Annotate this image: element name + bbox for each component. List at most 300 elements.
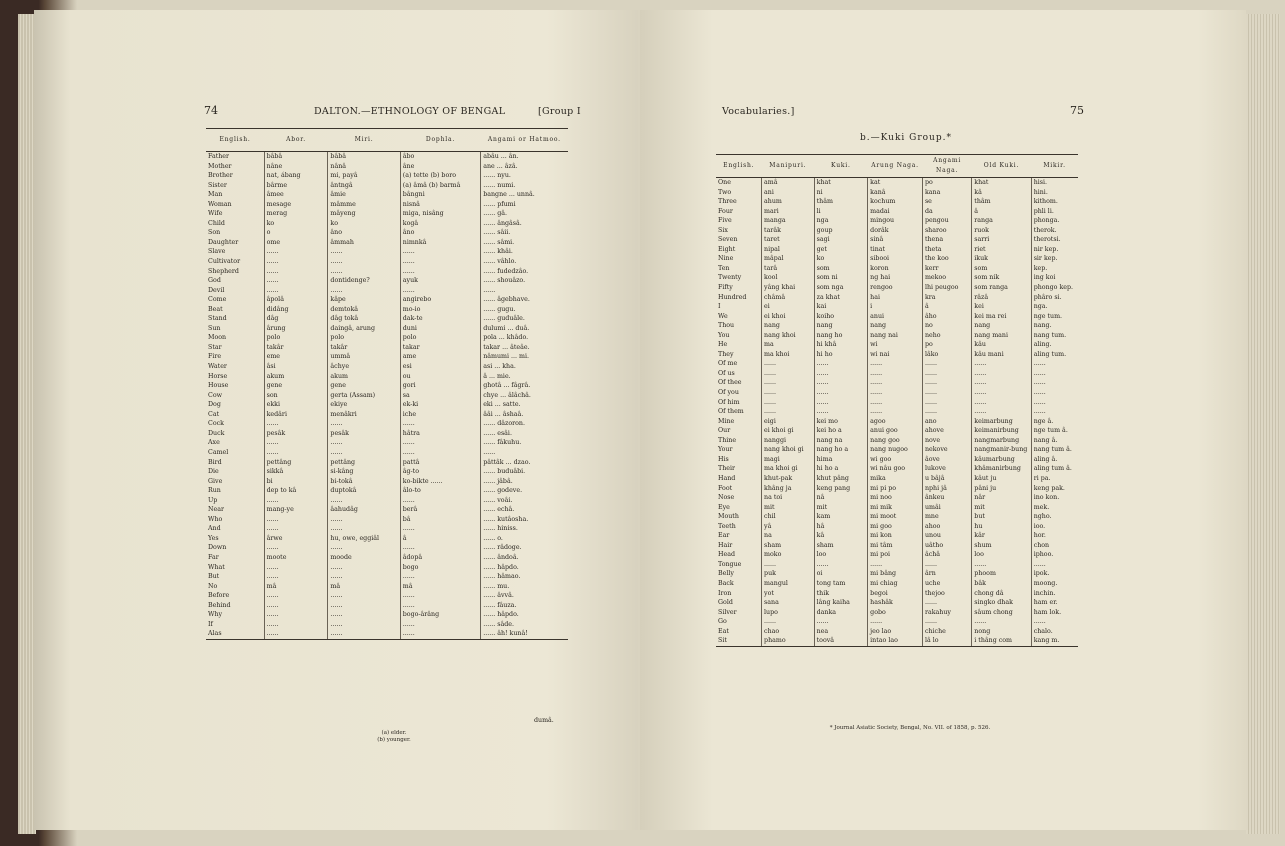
translation-cell: ...... (972, 617, 1031, 627)
translation-cell: ruok (972, 226, 1031, 236)
translation-cell: i thâng com (972, 636, 1031, 646)
translation-cell: wi (868, 340, 923, 350)
translation-cell: duni (400, 324, 480, 334)
translation-cell: nir kep. (1031, 245, 1078, 255)
table-row (716, 321, 1078, 331)
table-row (716, 340, 1078, 350)
translation-cell: dâg tokâ (328, 314, 400, 324)
translation-cell: moode (328, 553, 400, 563)
table-row (206, 391, 568, 401)
table-row (206, 267, 568, 277)
translation-cell: nâr (972, 493, 1031, 503)
column-header: Abor. (264, 129, 328, 152)
english-word-cell: If (208, 620, 213, 628)
translation-cell: anui goo (868, 426, 923, 436)
table-row (206, 324, 568, 334)
table-row (716, 407, 1078, 417)
translation-cell: demtokâ (328, 305, 400, 315)
translation-cell: ...... (972, 359, 1031, 369)
english-word-cell: Thou (718, 322, 735, 330)
translation-cell: iphoo. (1031, 550, 1078, 560)
translation-cell: ...... gâ. (481, 209, 568, 219)
table-row (206, 505, 568, 515)
english-word-cell: God (208, 277, 221, 285)
translation-cell: ngho. (1031, 512, 1078, 522)
translation-cell: ...... (1031, 398, 1078, 408)
translation-cell: ko (814, 254, 868, 264)
english-word-cell: Of me (718, 360, 738, 368)
translation-cell: âmee (264, 190, 328, 200)
table-row (716, 474, 1078, 484)
translation-cell: taret (762, 235, 815, 245)
translation-cell: âg-to (400, 467, 480, 477)
translation-cell: ...... godeve. (481, 486, 568, 496)
translation-cell: get (814, 245, 868, 255)
translation-cell: ...... (1031, 388, 1078, 398)
translation-cell: gori (400, 381, 480, 391)
table-row (716, 608, 1078, 618)
english-word-cell: Brother (208, 172, 233, 180)
translation-cell: ome (264, 238, 328, 248)
translation-cell: ummâ (328, 352, 400, 362)
translation-cell: thâm (972, 197, 1031, 207)
translation-cell: âdopâ (400, 553, 480, 563)
translation-cell: ...... ângâsâ. (481, 219, 568, 229)
translation-cell: ...... âh! kunâ! (481, 629, 568, 639)
translation-cell: wi nâu goo (868, 464, 923, 474)
translation-cell: ...... (328, 620, 400, 630)
translation-cell: kerr (922, 264, 971, 274)
translation-cell: dep to kâ (264, 486, 328, 496)
translation-cell: ...... (762, 560, 815, 570)
note-younger: (b) younger. (377, 737, 411, 743)
translation-cell: bâbâ (328, 152, 400, 162)
translation-cell: phli li. (1031, 207, 1078, 217)
table-row (716, 273, 1078, 283)
table-row (206, 295, 568, 305)
translation-cell: ...... (922, 369, 971, 379)
translation-cell: sharoo (922, 226, 971, 236)
table-row (206, 190, 568, 200)
table-row (716, 617, 1078, 627)
translation-cell: ma (762, 340, 815, 350)
translation-cell: ...... (328, 610, 400, 620)
table-row (716, 417, 1078, 427)
table-row (206, 410, 568, 420)
translation-cell: i (868, 302, 923, 312)
english-word-cell: Shepherd (208, 267, 239, 275)
english-word-cell: He (718, 341, 728, 349)
translation-cell: mingou (868, 216, 923, 226)
translation-cell: âchye (328, 362, 400, 372)
translation-cell: wi nai (868, 350, 923, 360)
table-row (206, 429, 568, 439)
translation-cell: ...... (264, 572, 328, 582)
translation-cell: o (264, 228, 328, 238)
english-word-cell: Fire (208, 353, 222, 361)
translation-cell: mang-ye (264, 505, 328, 515)
table-row (206, 352, 568, 362)
translation-cell: riet (972, 245, 1031, 255)
translation-cell: bi (264, 477, 328, 487)
translation-cell: ...... hâpdo. (481, 563, 568, 573)
translation-cell: ek-ki (400, 400, 480, 410)
translation-cell: ...... guduâle. (481, 314, 568, 324)
translation-cell: ...... (400, 620, 480, 630)
translation-cell: ...... (814, 398, 868, 408)
english-word-cell: What (208, 563, 225, 571)
translation-cell: âchâ (922, 550, 971, 560)
translation-cell: ...... (922, 598, 971, 608)
alas-extra: dumâ. (534, 717, 554, 724)
translation-cell: koron (868, 264, 923, 274)
translation-cell: begoi (868, 589, 923, 599)
translation-cell: sinâ (868, 235, 923, 245)
table-row (206, 496, 568, 506)
table-row (716, 455, 1078, 465)
english-word-cell: Three (718, 198, 737, 206)
translation-cell: ...... âvvâ. (481, 591, 568, 601)
translation-cell: phâro si. (1031, 293, 1078, 303)
table-row (206, 438, 568, 448)
translation-cell: ...... (1031, 378, 1078, 388)
english-word-cell: Bird (208, 458, 222, 466)
table-row (206, 152, 568, 162)
translation-cell: hashâk (868, 598, 923, 608)
table-row (716, 302, 1078, 312)
translation-cell: â (400, 534, 480, 544)
translation-cell: ahoo (922, 522, 971, 532)
translation-cell: âmmah (328, 238, 400, 248)
translation-cell: manga (762, 216, 815, 226)
translation-cell: chao (762, 627, 815, 637)
translation-cell: ei khoi gi (762, 426, 815, 436)
translation-cell: ...... (922, 407, 971, 417)
translation-cell: ...... (400, 419, 480, 429)
translation-cell: moko (762, 550, 815, 560)
english-word-cell: I (718, 303, 721, 311)
translation-cell: ...... (400, 267, 480, 277)
translation-cell: danka (814, 608, 868, 618)
translation-cell: nang nai (868, 331, 923, 341)
english-word-cell: Eight (718, 245, 736, 253)
table-row (716, 445, 1078, 455)
translation-cell: tinat (868, 245, 923, 255)
translation-cell: takâr (328, 343, 400, 353)
table-row (206, 620, 568, 630)
translation-cell: ane ... âzâ. (481, 162, 568, 172)
translation-cell: nangmarbung (972, 436, 1031, 446)
translation-cell: nge tum â. (1031, 426, 1078, 436)
translation-cell: ayuk (400, 276, 480, 286)
column-header: Mikir. (1031, 155, 1078, 178)
translation-cell: loo (814, 550, 868, 560)
translation-cell: didâng (264, 305, 328, 315)
english-word-cell: No (208, 582, 218, 590)
translation-cell: nâ (814, 493, 868, 503)
translation-cell: magi (762, 455, 815, 465)
translation-cell: akum (328, 372, 400, 382)
table-row (206, 381, 568, 391)
translation-cell: hi ho a (814, 464, 868, 474)
english-word-cell: Our (718, 427, 731, 435)
translation-cell: po (922, 340, 971, 350)
translation-cell: loo (972, 550, 1031, 560)
translation-cell: nang (868, 321, 923, 331)
table-row (206, 257, 568, 267)
translation-cell: mari (762, 207, 815, 217)
english-word-cell: Behind (208, 601, 231, 609)
english-word-cell: Eat (718, 627, 729, 635)
translation-cell: kep. (1031, 264, 1078, 274)
translation-cell: dulumi ... duâ. (481, 324, 568, 334)
translation-cell: ...... (400, 524, 480, 534)
translation-cell: gobo (868, 608, 923, 618)
translation-cell: se (922, 197, 971, 207)
translation-cell: sibooi (868, 254, 923, 264)
translation-cell: hai (868, 293, 923, 303)
translation-cell: ipok. (1031, 569, 1078, 579)
table-row (716, 398, 1078, 408)
translation-cell: phonga. (1031, 216, 1078, 226)
english-word-cell: Their (718, 465, 736, 473)
english-word-cell: Dog (208, 401, 221, 409)
translation-cell: ...... (328, 267, 400, 277)
english-word-cell: Duck (208, 429, 225, 437)
translation-cell: mâmme (328, 200, 400, 210)
table-row (716, 254, 1078, 264)
translation-cell: nong (972, 627, 1031, 637)
translation-cell: mekoo (922, 273, 971, 283)
english-word-cell: Of thee (718, 379, 742, 387)
translation-cell: polo (328, 333, 400, 343)
translation-cell: som nik (972, 273, 1031, 283)
translation-cell: ...... (814, 407, 868, 417)
translation-cell: sarri (972, 235, 1031, 245)
translation-cell: bângni (400, 190, 480, 200)
translation-cell: si-kâng (328, 467, 400, 477)
translation-cell: gene (328, 381, 400, 391)
table-row (206, 515, 568, 525)
table-row (716, 541, 1078, 551)
table-row (206, 372, 568, 382)
right-running-head: Vocabularies.] (722, 106, 795, 117)
english-word-cell: Star (208, 343, 222, 351)
translation-cell: aling tum. (1031, 350, 1078, 360)
translation-cell: nang khoi (762, 331, 815, 341)
english-word-cell: Alas (206, 629, 264, 639)
english-word-cell: Camel (208, 448, 229, 456)
table-row (206, 486, 568, 496)
translation-cell: koiho (814, 312, 868, 322)
translation-cell: ekiye (328, 400, 400, 410)
translation-cell: ...... hâmao. (481, 572, 568, 582)
translation-cell: u bâjâ (922, 474, 971, 484)
translation-cell: phamo (762, 636, 815, 646)
table-row (206, 572, 568, 582)
english-word-cell: Six (718, 226, 728, 234)
english-word-cell: Fifty (718, 284, 733, 292)
table-row (716, 350, 1078, 360)
table-row (206, 534, 568, 544)
translation-cell: jeo lao (868, 627, 923, 637)
english-word-cell: Ten (718, 264, 730, 272)
translation-cell: ranga (972, 216, 1031, 226)
translation-cell: sikkâ (264, 467, 328, 477)
translation-cell: bâbâ (264, 152, 328, 162)
translation-cell: sir kep. (1031, 254, 1078, 264)
translation-cell: ...... (328, 572, 400, 582)
table-row (716, 598, 1078, 608)
table-row (716, 312, 1078, 322)
translation-cell: ...... (922, 359, 971, 369)
table-row (716, 569, 1078, 579)
translation-cell: hima (814, 455, 868, 465)
translation-cell: ...... (481, 448, 568, 458)
translation-cell: ...... (814, 560, 868, 570)
translation-cell: but (972, 512, 1031, 522)
translation-cell: ââi ... âshaâ. (481, 410, 568, 420)
translation-cell: ioo. (1031, 522, 1078, 532)
translation-cell: kam (814, 512, 868, 522)
table-row (716, 503, 1078, 513)
translation-cell: ...... (762, 407, 815, 417)
english-word-cell: Who (208, 515, 223, 523)
translation-cell: kochum (868, 197, 923, 207)
english-word-cell: Cat (208, 410, 220, 418)
translation-cell: tong tam (814, 579, 868, 589)
english-word-cell: Belly (718, 570, 734, 578)
translation-cell: akum (264, 372, 328, 382)
english-word-cell: Nine (718, 255, 734, 263)
translation-cell: amâ (762, 178, 815, 188)
translation-cell: dontidenge? (328, 276, 400, 286)
english-word-cell: His (718, 455, 729, 463)
english-word-cell: Nose (718, 494, 735, 502)
translation-cell: chong dâ (972, 589, 1031, 599)
translation-cell: lâng kaiha (814, 598, 868, 608)
table-row (206, 610, 568, 620)
translation-cell: ...... shouâzo. (481, 276, 568, 286)
translation-cell: ...... (264, 563, 328, 573)
translation-cell: khâng ja (762, 484, 815, 494)
translation-cell: ghotâ ... fâgrâ. (481, 381, 568, 391)
right-footnote: * Journal Asiatic Society, Bengal, No. VII. of 1858, p. 526. (829, 725, 991, 731)
translation-cell: ...... (400, 591, 480, 601)
translation-cell: takar (400, 343, 480, 353)
translation-cell: ...... (264, 276, 328, 286)
translation-cell: ...... (400, 257, 480, 267)
english-word-cell: One (718, 179, 731, 186)
english-word-cell: Silver (718, 608, 737, 616)
translation-cell: nove (922, 436, 971, 446)
table-row (716, 331, 1078, 341)
english-word-cell: Before (208, 592, 230, 600)
translation-cell: ...... (868, 388, 923, 398)
translation-cell: mi goo (868, 522, 923, 532)
translation-cell: ...... (264, 448, 328, 458)
translation-cell: sâum chong (972, 608, 1031, 618)
translation-cell: ...... âgebhave. (481, 295, 568, 305)
translation-cell: pâttâk ... dzao. (481, 458, 568, 468)
translation-cell: ...... (264, 629, 328, 639)
english-word-cell: Beat (208, 305, 223, 313)
translation-cell: ...... (328, 286, 400, 296)
translation-cell: ...... (1031, 369, 1078, 379)
translation-cell: ma khoi gi (762, 464, 815, 474)
translation-cell: hi khâ (814, 340, 868, 350)
translation-cell: ...... (868, 378, 923, 388)
translation-cell: merag (264, 209, 328, 219)
translation-cell: mi, payâ (328, 171, 400, 181)
table-row (716, 369, 1078, 379)
table-row (716, 226, 1078, 236)
translation-cell: kâu (972, 340, 1031, 350)
english-word-cell: Woman (208, 200, 232, 208)
translation-cell: ...... (972, 369, 1031, 379)
translation-cell: som (972, 264, 1031, 274)
english-word-cell: Two (718, 188, 732, 196)
translation-cell: ...... fâkuhu. (481, 438, 568, 448)
translation-cell: uâtho (922, 541, 971, 551)
translation-cell: rakahuy (922, 608, 971, 618)
english-word-cell: Sister (208, 181, 227, 189)
table-row (206, 181, 568, 191)
translation-cell: neho (922, 331, 971, 341)
translation-cell: ...... (400, 629, 480, 639)
translation-cell: yâ (762, 522, 815, 532)
translation-cell: bâ (400, 515, 480, 525)
translation-cell: âmie (328, 190, 400, 200)
table-row (206, 448, 568, 458)
translation-cell: â (922, 302, 971, 312)
translation-cell: ng hai (868, 273, 923, 283)
translation-cell: nang (814, 321, 868, 331)
translation-cell: ...... (762, 617, 815, 627)
english-word-cell: Sun (208, 324, 221, 332)
translation-cell: ...... (762, 398, 815, 408)
translation-cell: ...... fudedzâo. (481, 267, 568, 277)
translation-cell: mne (922, 512, 971, 522)
translation-cell: ...... hâpdo. (481, 610, 568, 620)
table-row (716, 550, 1078, 560)
translation-cell: ahum (762, 197, 815, 207)
table-row (206, 276, 568, 286)
translation-cell: pettâng (328, 458, 400, 468)
english-word-cell: Foot (718, 484, 733, 492)
translation-cell: hor. (1031, 531, 1078, 541)
translation-cell: khut-pak (762, 474, 815, 484)
english-word-cell: Come (208, 296, 227, 304)
translation-cell: wi goo (868, 455, 923, 465)
table-row (206, 247, 568, 257)
translation-cell: bâk (972, 579, 1031, 589)
translation-cell: ...... (328, 543, 400, 553)
translation-cell: anui (868, 312, 923, 322)
translation-cell: uche (922, 579, 971, 589)
translation-cell: moong. (1031, 579, 1078, 589)
translation-cell: keng pak. (1031, 484, 1078, 494)
translation-cell: gene (264, 381, 328, 391)
translation-cell: mi chiag (868, 579, 923, 589)
english-word-cell: Mine (718, 417, 735, 425)
translation-cell: yot (762, 589, 815, 599)
translation-cell: ...... dâzoron. (481, 419, 568, 429)
english-word-cell: Eye (718, 503, 730, 511)
translation-cell: ...... (264, 496, 328, 506)
translation-cell: kanâ (868, 188, 923, 198)
column-header: English. (716, 155, 762, 178)
